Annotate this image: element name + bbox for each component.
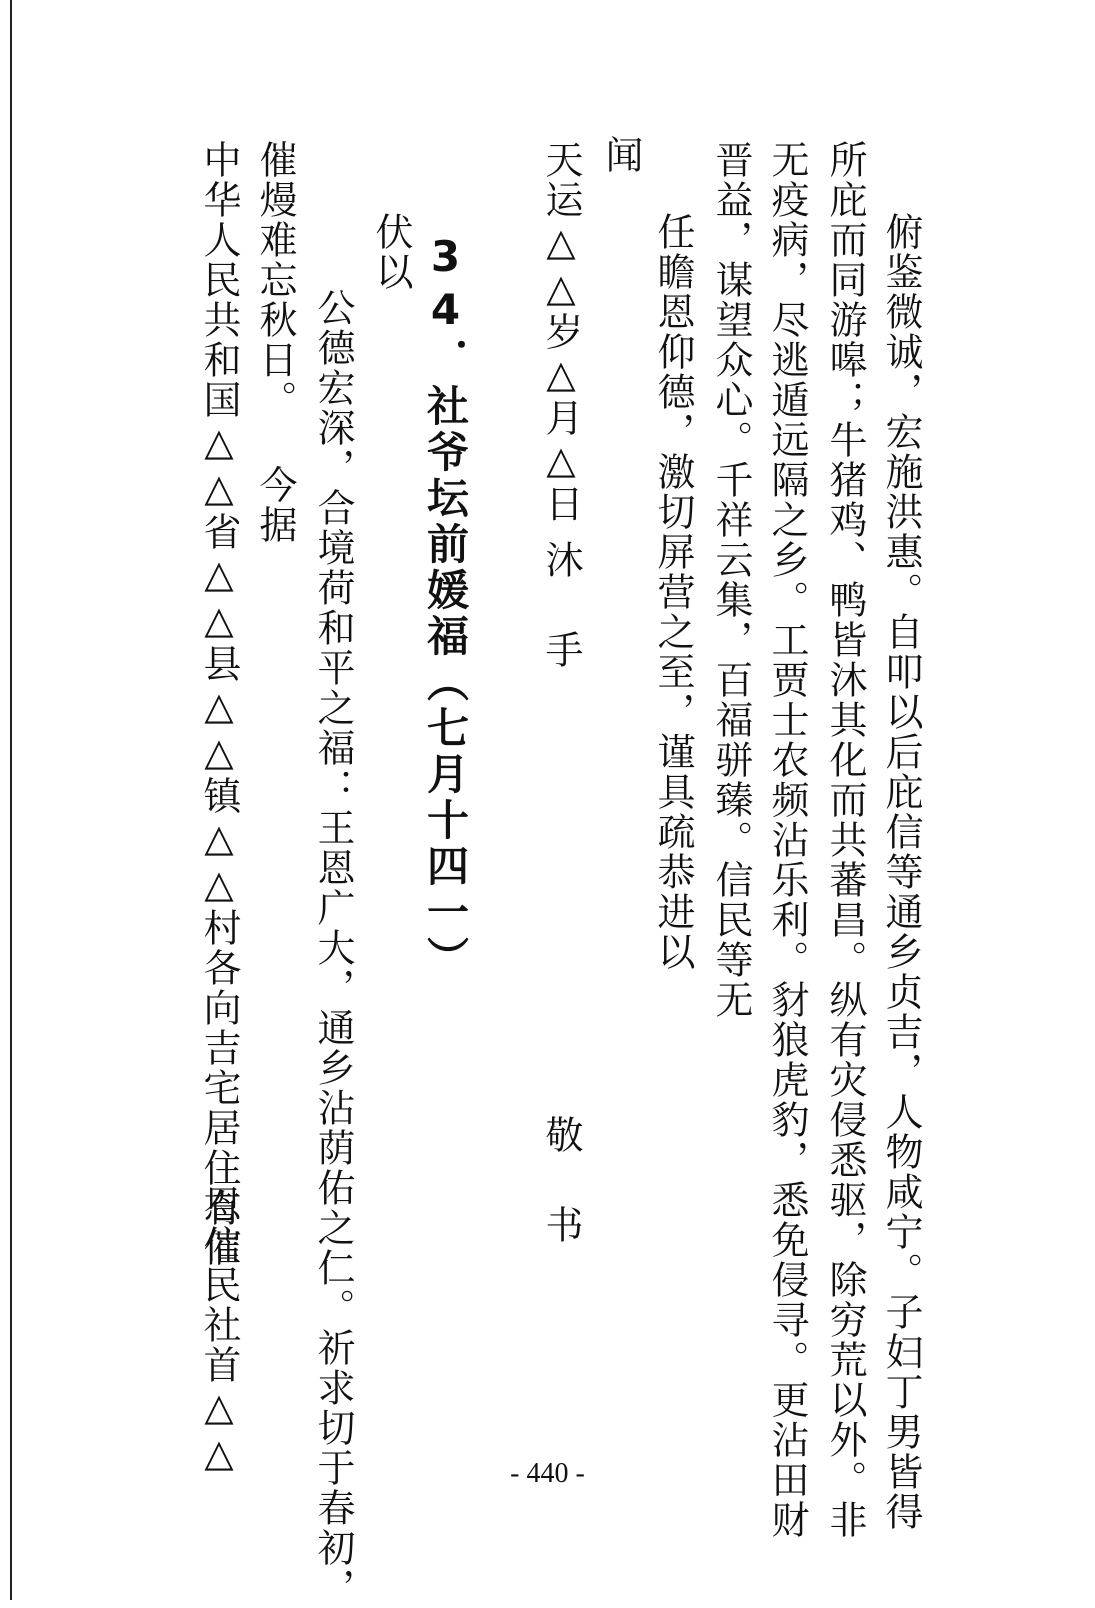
text-column-11: 催熳难忘秋日。 <box>253 140 297 420</box>
text-column-10: 公德宏深，合境荷和平之福：王恩广大，通乡沾荫佑之仁。祈求切于春初， <box>311 288 355 1608</box>
text-column-4: 晋益，谋望众心。千祥云集，百福骈臻。信民等无 <box>709 140 753 1020</box>
text-column-12: 中华人民共和国△△省△△县△△镇△△村各向吉宅居住有催 <box>197 140 241 1268</box>
text-column-1: 俯鉴微诚，宏施洪惠。自叩以后庇信等通乡贞吉，人物咸宁。子妇丁男皆得 <box>879 212 923 1532</box>
signature-respectfully-written: 敬书 <box>539 1115 583 1295</box>
text-column-11-tail: 今据 <box>253 465 297 545</box>
text-column-3: 无疫病，尽逃遁远隔之乡。工贾士农频沾乐利。豺狼虎豹，悉免侵寻。更沾田财 <box>765 140 809 1540</box>
section-heading: 34．社爷坛前媛福（七月十四一） <box>421 232 470 982</box>
text-column-5: 任瞻恩仰德，激切屏营之至，谨具疏恭进以 <box>651 212 695 972</box>
text-column-6: 闻 <box>599 135 643 175</box>
text-column-12-tail: 恩信民社首△△ <box>197 1185 241 1477</box>
text-column-9: 伏以 <box>369 212 413 292</box>
binding-edge-line <box>10 0 12 1600</box>
text-column-2: 所庇而同游嗥；牛猪鸡、鸭皆沐其化而共蕃昌。纵有灾侵悉驱，除穷荒以外。非 <box>823 140 867 1540</box>
page-number: - 440 - <box>510 1458 585 1489</box>
date-line: 天运△△岁△月△日 <box>539 140 583 524</box>
signature-wash-hands: 沐手 <box>539 540 583 720</box>
